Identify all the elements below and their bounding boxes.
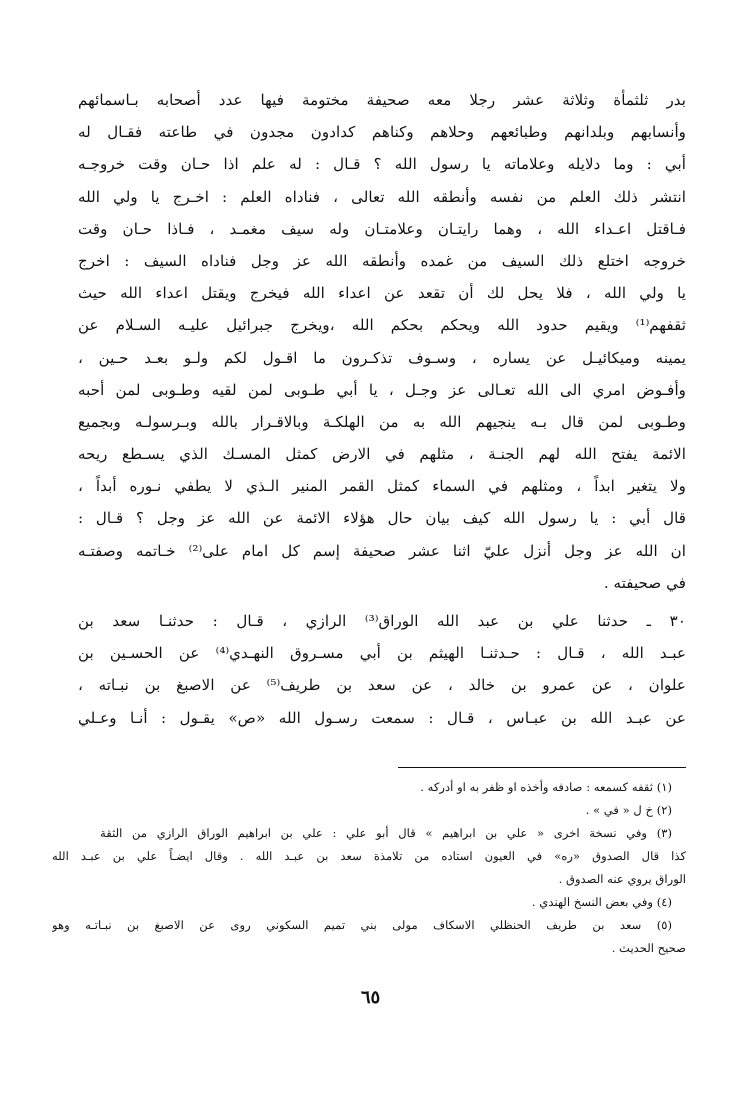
text-line: في صحيفته . [603,573,686,592]
text-line: قال أبي : يا رسول الله كيف بيان حال هؤلاء الائمة عن الله عز وجل ؟ قـال : [78,509,686,528]
text-line: ثقفهم⁽¹⁾ ويقيم حدود الله ويحكم بحكم الله ،ويخرج جبرائيل عليـه السـلام عن [78,316,686,335]
footnote: (٤) وفي بعض النسخ الهندي . [531,895,672,909]
footnotes [52,776,686,960]
footnote-continuation: صحيح الحديث . [611,941,686,955]
main-text [78,84,686,734]
text-line: وأفـوض امري الى الله تعـالى عز وجـل ، يا أبي طـوبى لمن لقيه وطـوبى لمن أحبه [78,380,686,399]
text-line: يمينه وميكائيـل عن يساره ، وسـوف تذكـرون ما اقـول لكم ولـو بعـد حـين ، [78,348,686,367]
hadith-start-line: ٣٠ ـ حدثنا علي بن عبد الله الوراق⁽³⁾ الرازي ، قـال : حدثنـا سعد بن [78,612,686,630]
footnote: (٢) خ ل « في » . [585,803,672,817]
text-line: انتشر ذلك العلم من نفسه وأنطقه الله تعالى ، فناداه العلم : اخـرج يا ولي الله [78,187,686,206]
footnote-continuation: كذا قال الصدوق «ره» في العيون استاده من تلامذة سعد بن عبـد الله . وقال ايضـاً علي بن عبـد الله [52,849,686,863]
text-line: وطـوبى لمن قال بـه ينجيهم الله به من الهلكـة وبالاقـرار بالله وبـرسولـه وبجميع [78,412,686,431]
text-line: فـاقتل اعـداء الله ، وهما رايتـان وعلامتـان وله سيف مغمـد ، فـاذا حـان وقت [78,219,686,238]
text-line: عبـد الله ، قـال : حـدثنـا الهيثم بن أبي مسـروق النهـدي⁽⁴⁾ عن الحسـين بن [78,644,686,663]
text-line: ولا يتغير ابداً ، ومثلهم في السماء كمثل القمر المنير الـذي لا يطفي نـوره أبداً ، [78,477,686,496]
page-number: ٦٥ [360,987,381,1008]
footnote-continuation: الوراق يروي عنه الصدوق . [558,872,686,886]
text-line: أبي : وما دلايله وعلاماته يا رسول الله ؟ قـال : له علم اذا حـان وقت خروجـه [78,155,686,174]
text-line: الائمة يفتح الله لهم الجنـة ، مثلهم في الارض كمثل المسـك الذي يسـطع ريحه [78,445,686,464]
footnote-divider [398,767,686,768]
text-line: ان الله عز وجل أنزل عليّ اثنا عشر صحيفة إسم كل امام على⁽²⁾ خـاتمه وصفتـه [78,541,686,560]
text-line: خروجه اختلع ذلك السيف من غمده وأنطقه الله عز وجل فناداه السيف : اخرج [78,251,686,270]
footnote: (٣) وفي نسخة اخرى « علي بن ابراهيم » قال أبو علي : علي بن ابراهيم الوراق الرازي من الثقة [100,826,672,840]
text-line: بدر ثلثمأة وثلاثة عشر رجلا معه صحيفة مختومة فيها عدد أصحابه بـاسمائهم [78,91,686,109]
text-line: عن عبـد الله بن عبـاس ، قـال : سمعت رسـول الله «ص» يقـول : أنـا وعـلي [78,708,686,727]
footnote: (٥) سعد بن طريف الحنظلي الاسكاف مولى بني تميم السكوني روى عن الاصبغ بن نبـاتـه وهو [52,918,672,932]
text-line: يا ولي الله ، فلا يحل لك أن تقعد عن اعداء الله فيخرج ويقتل اعداء الله حيث [78,284,686,303]
text-line: علوان ، عن عمرو بن خالد ، عن سعد بن طريف⁽⁵⁾ عن الاصبغ بن نبـاته ، [78,676,686,695]
text-line: وأنسابهم وبلدانهم وطبائعهم وحلاهم وكناهم كدادون مجدون في طاعته فقـال له [78,123,686,142]
footnote: (١) ثقفه كسمعه : صادفه وأخذه او ظفر به او أدركه . [420,780,672,794]
